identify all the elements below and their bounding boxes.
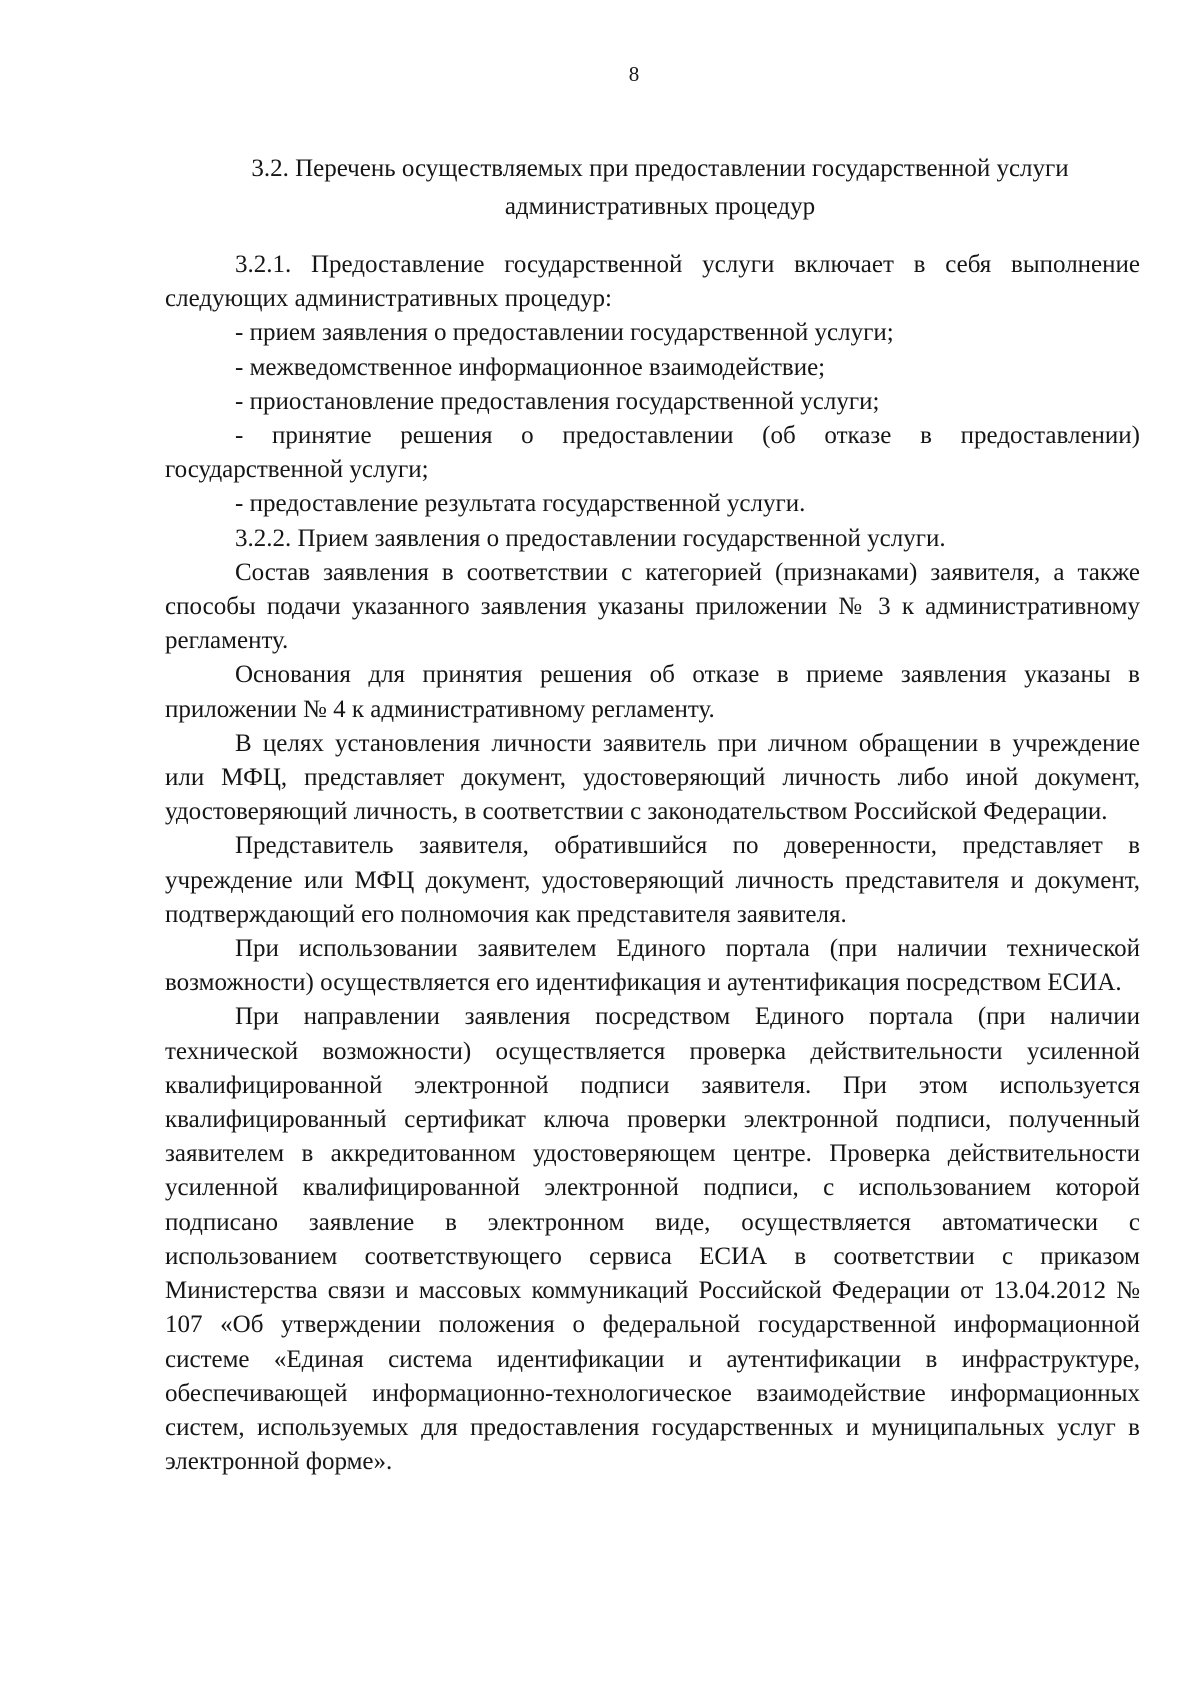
list-item-result: - предоставление результата государственной услуги. (235, 490, 806, 518)
paragraph-portal-identification: При использовании заявителем Единого портала (при наличии технической возможности) осуществляется его идентификация и аутентификация посредством ЕСИА. (165, 935, 1140, 997)
paragraph-3-2-1: 3.2.1. Предоставление государственной услуги включает в себя выполнение следующих административных процедур: (165, 251, 1140, 313)
list-item-decision: - принятие решения о предоставлении (об отказе в предоставлении) государственной услуги; (165, 422, 1140, 484)
paragraph-3-2-2: 3.2.2. Прием заявления о предоставлении государственной услуги. (235, 524, 946, 552)
paragraph-application-content: Состав заявления в соответствии с категорией (признаками) заявителя, а также способы подачи указанного заявления указаны приложении № 3 к административному регламенту. (165, 558, 1140, 655)
paragraph-signature-verification: При направлении заявления посредством Единого портала (при наличии технической возможности) осуществляется проверка действительности усиленной квалифицированной электронной подписи заявителя. При этом используется квалифицированный сертификат ключа проверки электронной подписи, полученный заявителем в аккредитованном удостоверяющем центре. Проверка действительности усиленной квалифицированной электронной подписи, с использованием которой подписано заявление в электронном виде, осуществляется автоматически с использованием соответствующего сервиса ЕСИА в соответствии с приказом Министерства связи и массовых коммуникаций Российской Федерации от 13.04.2012 № 107 «Об утверждении положения о федеральной государственной информационной системе «Единая система идентификации и аутентификации в инфраструктуре, обеспечивающей информационно-технологическое взаимодействие информационных систем, используемых для предоставления государственных и муниципальных услуг в электронной форме». (165, 1003, 1140, 1476)
section-heading-line-1: 3.2. Перечень осуществляемых при предоставлении государственной услуги (251, 155, 1069, 182)
paragraph-identity: В целях установления личности заявитель при личном обращении в учреждение или МФЦ, представляет документ, удостоверяющий личность либо иной документ, удостоверяющий личность, в соответствии с законодательством Российской Федерации. (165, 729, 1140, 826)
list-item-suspension: - приостановление предоставления государственной услуги; (235, 387, 880, 415)
section-heading-line-2: административных процедур (504, 193, 816, 220)
document-body (165, 248, 1140, 1479)
list-item-interagency-interaction: - межведомственное информационное взаимодействие; (235, 353, 826, 381)
list-item-application-intake: - прием заявления о предоставлении государственной услуги; (235, 319, 894, 347)
paragraph-refusal-grounds: Основания для принятия решения об отказе в приеме заявления указаны в приложении № 4 к административному регламенту. (165, 661, 1140, 723)
paragraph-representative: Представитель заявителя, обратившийся по доверенности, представляет в учреждение или МФЦ документ, удостоверяющий личность представителя и документ, подтверждающий его полномочия как представителя заявителя. (165, 832, 1140, 928)
page-number: 8 (628, 62, 640, 86)
section-heading (190, 150, 1130, 226)
